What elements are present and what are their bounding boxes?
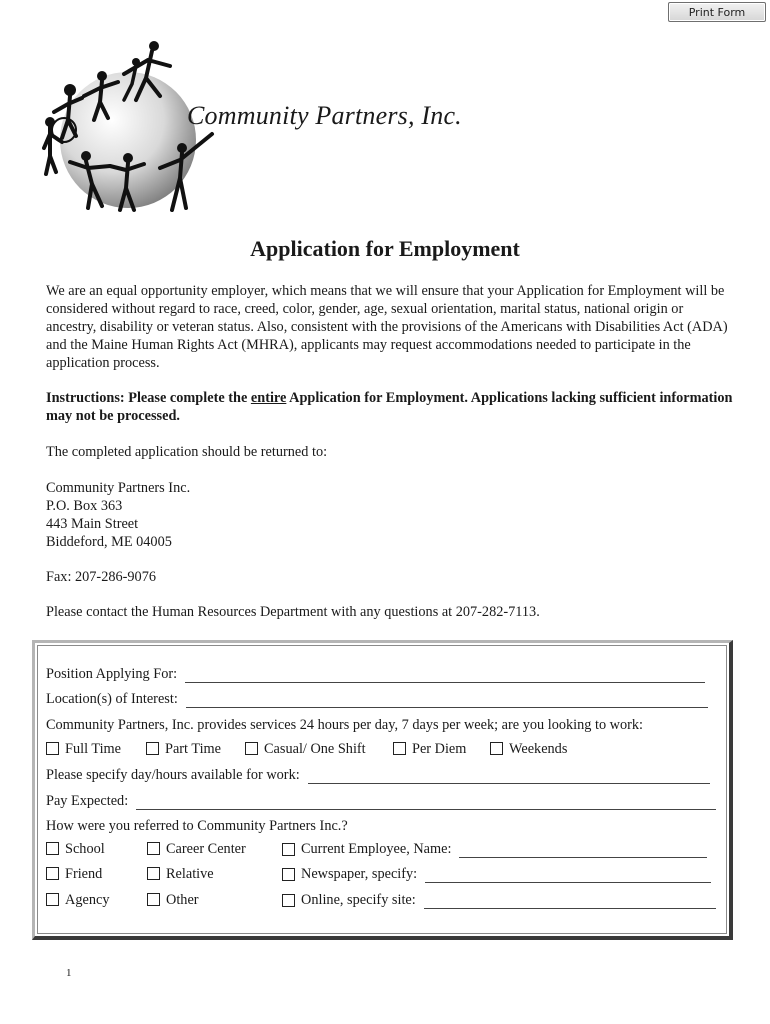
checkbox-icon[interactable] — [245, 742, 258, 755]
option-label: Relative — [166, 866, 214, 882]
return-note: The completed application should be returned to: — [46, 444, 328, 460]
option-label: Part Time — [165, 741, 222, 757]
checkbox-weekends[interactable] — [490, 740, 567, 758]
contact-note: Please contact the Human Resources Department with any questions at 207-282-7113. — [46, 604, 540, 620]
option-label: Career Center — [166, 841, 246, 857]
pay-label: Pay Expected: — [46, 793, 129, 809]
checkbox-current-employee[interactable] — [282, 840, 707, 858]
instructions-text-start: Instructions: Please complete the — [46, 390, 251, 406]
checkbox-icon[interactable] — [147, 867, 160, 880]
checkbox-icon[interactable] — [146, 742, 159, 755]
checkbox-newspaper[interactable] — [282, 865, 711, 883]
checkbox-other[interactable] — [147, 891, 199, 909]
hours-input[interactable] — [308, 770, 710, 784]
option-label: Weekends — [509, 741, 568, 757]
checkbox-friend[interactable] — [46, 865, 102, 883]
page-number: 1 — [66, 967, 72, 979]
option-label: Other — [166, 892, 199, 908]
address-line: Community Partners Inc. — [46, 480, 191, 496]
pay-input[interactable] — [136, 796, 716, 810]
option-label: Newspaper, specify: — [301, 866, 418, 882]
hours-row — [46, 766, 710, 784]
checkbox-casual[interactable] — [245, 740, 366, 758]
checkbox-icon[interactable] — [46, 893, 59, 906]
checkbox-agency[interactable] — [46, 891, 109, 909]
checkbox-per-diem[interactable] — [393, 740, 466, 758]
checkbox-full-time[interactable] — [46, 740, 121, 758]
fax-number: Fax: 207-286-9076 — [46, 569, 156, 585]
checkbox-icon[interactable] — [46, 842, 59, 855]
company-name: Community Partners, Inc. — [187, 101, 462, 130]
checkbox-school[interactable] — [46, 840, 105, 858]
option-label: Casual/ One Shift — [264, 741, 366, 757]
employee-name-input[interactable] — [459, 844, 707, 858]
checkbox-icon[interactable] — [490, 742, 503, 755]
option-label: Friend — [65, 866, 103, 882]
mailing-address — [46, 479, 190, 551]
checkbox-relative[interactable] — [147, 865, 214, 883]
checkbox-icon[interactable] — [147, 893, 160, 906]
instructions-text-end: Application for Employment. Applications lacking sufficient information may not be processed. — [46, 390, 733, 424]
equal-opportunity-statement: We are an equal opportunity employer, which means that we will ensure that your Application for Employment will be considered without regard to race, creed, color, gender, age, sexual orientation, marital status, national origin or ancestry, disability or veteran status. Also, consistent with the provisions of the Americans with Disabilities Act (ADA) and the Maine Human Rights Act (MHRA), applicants may request accommodations needed to participate in the application process. — [46, 283, 728, 371]
locations-input[interactable] — [186, 694, 708, 708]
address-line: Biddeford, ME 04005 — [46, 534, 172, 550]
checkbox-icon[interactable] — [147, 842, 160, 855]
schedule-question — [46, 716, 643, 734]
position-row — [46, 665, 705, 683]
checkbox-online[interactable] — [282, 891, 716, 909]
locations-row — [46, 690, 708, 708]
checkbox-icon[interactable] — [282, 843, 295, 856]
option-label: Online, specify site: — [301, 892, 416, 908]
schedule-question-text: Community Partners, Inc. provides services 24 hours per day, 7 days per week; are you looking to work: — [46, 717, 644, 733]
option-label: Current Employee, Name: — [301, 841, 452, 857]
address-line: P.O. Box 363 — [46, 498, 123, 514]
option-label: School — [65, 841, 105, 857]
referral-question — [46, 817, 348, 835]
instructions-emphasis: entire — [250, 390, 287, 406]
hours-label: Please specify day/hours available for work: — [46, 767, 300, 783]
pay-row — [46, 792, 716, 810]
checkbox-icon[interactable] — [282, 894, 295, 907]
position-label: Position Applying For: — [46, 666, 178, 682]
address-line: 443 Main Street — [46, 516, 139, 532]
checkbox-icon[interactable] — [282, 868, 295, 881]
checkbox-icon[interactable] — [46, 742, 59, 755]
newspaper-input[interactable] — [425, 869, 711, 883]
checkbox-career-center[interactable] — [147, 840, 246, 858]
referral-question-text: How were you referred to Community Partners Inc.? — [46, 818, 348, 834]
online-site-input[interactable] — [424, 895, 716, 909]
checkbox-part-time[interactable] — [146, 740, 221, 758]
locations-label: Location(s) of Interest: — [46, 691, 178, 707]
checkbox-icon[interactable] — [46, 867, 59, 880]
option-label: Agency — [65, 892, 110, 908]
position-input[interactable] — [185, 669, 705, 683]
checkbox-icon[interactable] — [393, 742, 406, 755]
page-title: Application for Employment — [250, 236, 520, 261]
instructions — [46, 389, 736, 425]
print-form-button[interactable]: Print Form — [668, 2, 766, 22]
option-label: Full Time — [65, 741, 122, 757]
option-label: Per Diem — [412, 741, 467, 757]
